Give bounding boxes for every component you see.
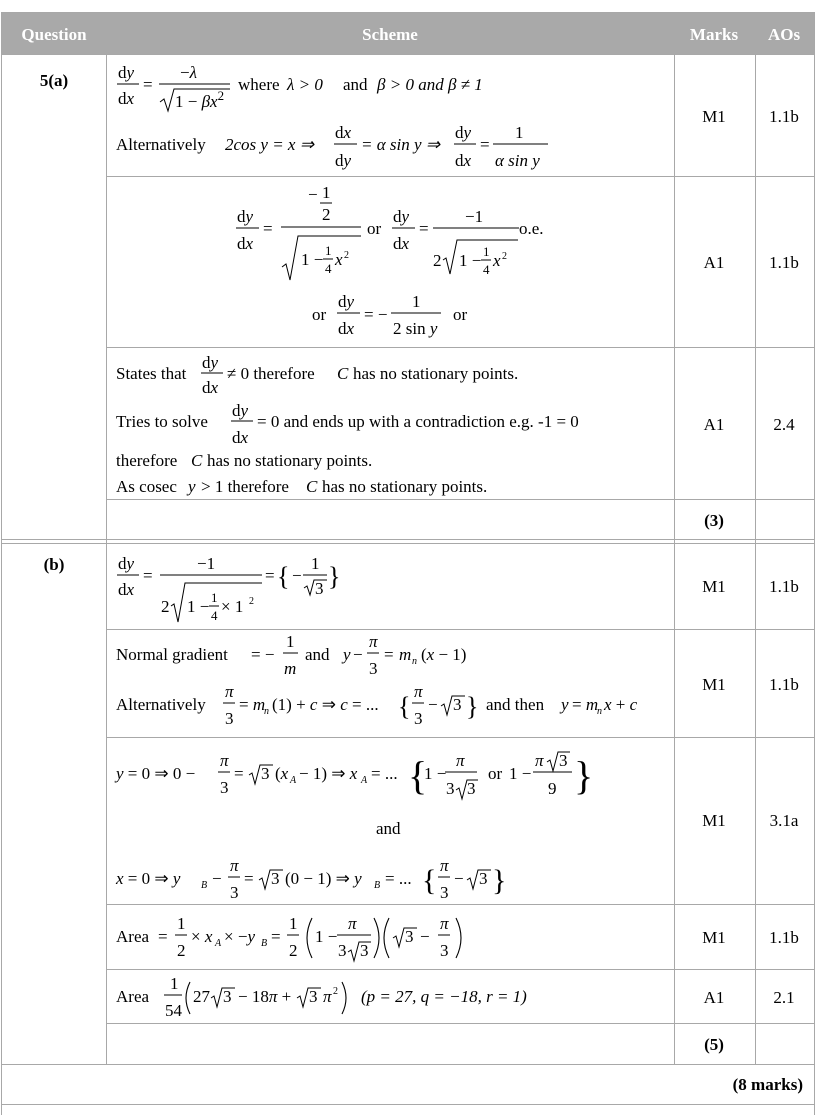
svg-text:2: 2: [249, 596, 254, 607]
svg-text:3: 3: [414, 709, 423, 728]
ao-b4: 1.1b: [769, 928, 799, 947]
svg-text:− 18π +: − 18π +: [238, 987, 292, 1006]
svg-text:(1) + c ⇒ c = ...: (1) + c ⇒ c = ...: [272, 695, 379, 714]
mark-b1: M1: [702, 577, 726, 596]
svg-text:}: }: [466, 692, 479, 721]
svg-text:α sin y: α sin y: [495, 151, 540, 170]
row-a2-or2: or: [312, 305, 327, 324]
svg-text:x: x: [335, 250, 343, 269]
row-a1-and: and: [343, 75, 368, 94]
row-a1-alt-label: Alternatively: [116, 135, 206, 154]
svg-text:π: π: [225, 682, 234, 701]
svg-text:3: 3: [220, 778, 229, 797]
svg-text:A: A: [215, 938, 222, 949]
scheme-row-a1: [116, 63, 548, 170]
svg-text:1 −: 1 −: [301, 250, 324, 269]
ao-b1: 1.1b: [769, 577, 799, 596]
ao-a3: 2.4: [773, 415, 795, 434]
svg-text:= −: = −: [251, 645, 275, 664]
svg-text:dy: dy: [455, 123, 472, 142]
svg-text:n: n: [412, 656, 417, 667]
row-a1-beta-cond: β > 0 and β ≠ 1: [377, 75, 483, 94]
svg-text:(x − 1): (x − 1): [421, 645, 467, 664]
row-a1-alt-expr2: = α sin y ⇒: [361, 135, 441, 154]
svg-text:1: 1: [170, 974, 179, 993]
svg-text:1: 1: [322, 183, 331, 202]
svg-text:=: =: [234, 764, 244, 783]
row-a3-line4-a: As cosec: [116, 477, 177, 496]
svg-text:4: 4: [483, 262, 490, 277]
svg-text:1: 1: [515, 123, 524, 142]
svg-text:π: π: [456, 751, 465, 770]
svg-text:1: 1: [412, 292, 421, 311]
svg-text:3: 3: [479, 869, 488, 888]
svg-text:dx: dx: [202, 378, 219, 397]
mark-a3: A1: [703, 415, 725, 434]
svg-text:(x: (x: [275, 764, 289, 783]
svg-text:dx: dx: [338, 319, 355, 338]
svg-text:y = 0 ⇒ 0 −: y = 0 ⇒ 0 −: [116, 764, 196, 783]
svg-text:{: {: [398, 692, 411, 721]
svg-text:3: 3: [559, 751, 568, 770]
svg-text:3: 3: [225, 709, 234, 728]
svg-text:π: π: [535, 751, 544, 770]
svg-text:1 −: 1 −: [424, 764, 447, 783]
svg-text:2: 2: [333, 986, 338, 997]
svg-text:1: 1: [325, 243, 332, 258]
svg-text:3: 3: [223, 987, 232, 1006]
svg-text:4: 4: [325, 261, 332, 276]
svg-text:1: 1: [311, 554, 320, 573]
row-a3-line1-a: States that: [116, 364, 187, 383]
svg-text:3: 3: [467, 779, 476, 798]
row-b3-and: and: [376, 819, 401, 838]
svg-text:3: 3: [271, 869, 280, 888]
row-a3-line3-c: has no stationary points.: [207, 451, 373, 470]
row-b2-and-then: and then: [486, 695, 545, 714]
row-a1-alt-expr: 2cos y = x ⇒: [225, 135, 314, 154]
svg-text:B: B: [374, 880, 381, 891]
row-a3-line3-b: C: [191, 451, 203, 470]
mark-a2: A1: [703, 253, 725, 272]
svg-text:{: {: [422, 864, 437, 897]
svg-text:=: =: [244, 869, 254, 888]
svg-text:2: 2: [344, 250, 349, 261]
svg-text:1: 1: [289, 914, 298, 933]
ao-b2: 1.1b: [769, 675, 799, 694]
svg-text:n: n: [264, 706, 269, 717]
scheme-row-b5: [116, 974, 527, 1020]
svg-text:2: 2: [289, 941, 298, 960]
svg-text:y: y: [343, 645, 351, 664]
svg-text:π: π: [230, 856, 239, 875]
svg-text:1: 1: [286, 632, 295, 651]
ao-b3: 3.1a: [769, 811, 799, 830]
svg-text:=: =: [143, 566, 153, 585]
svg-text:dy: dy: [338, 292, 355, 311]
svg-text:3: 3: [440, 941, 449, 960]
svg-text:1 −: 1 −: [315, 927, 338, 946]
svg-text:dx: dx: [232, 428, 249, 447]
svg-text:2: 2: [322, 205, 331, 224]
svg-text:dx: dx: [237, 234, 254, 253]
svg-text:2 sin y: 2 sin y: [393, 319, 438, 338]
scheme-row-b2: [116, 632, 638, 728]
svg-text:2: 2: [502, 251, 507, 262]
header-question: Question: [21, 25, 87, 44]
scheme-row-b3: [114, 751, 593, 902]
mark-a1: M1: [702, 107, 726, 126]
subtotal-a: (3): [704, 511, 724, 530]
svg-text:−: −: [292, 566, 302, 585]
row-a3-line4-b: y: [188, 477, 196, 496]
svg-text:dy: dy: [237, 207, 254, 226]
svg-text:3: 3: [230, 883, 239, 902]
svg-text:2: 2: [433, 251, 442, 270]
svg-text:3: 3: [261, 764, 270, 783]
row-b3-or: or: [488, 764, 503, 783]
svg-text:3: 3: [369, 659, 378, 678]
svg-text:dx: dx: [335, 123, 352, 142]
scheme-row-b4: [116, 914, 461, 961]
row-b5-params: (p = 27, q = −18, r = 1): [361, 987, 527, 1006]
header-scheme: Scheme: [362, 25, 418, 44]
svg-text:n: n: [597, 706, 602, 717]
header-aos: AOs: [767, 25, 801, 44]
svg-text:2: 2: [161, 597, 170, 616]
svg-text:3: 3: [309, 987, 318, 1006]
svg-text:−: −: [212, 869, 222, 888]
svg-text:=: =: [419, 219, 429, 238]
svg-text:=: =: [143, 75, 153, 94]
row-a3-line1-d: has no stationary points.: [353, 364, 519, 383]
svg-text:3: 3: [440, 883, 449, 902]
header-marks: Marks: [689, 25, 739, 44]
subtotal-b: (5): [704, 1035, 724, 1054]
svg-text:− 1) ⇒ x: − 1) ⇒ x: [299, 764, 358, 783]
row-a1-lambda-cond: λ > 0: [287, 75, 323, 94]
row-a3-line2-a: Tries to solve: [116, 412, 208, 431]
row-a3-line4-d: C: [306, 477, 318, 496]
svg-text:π: π: [440, 856, 449, 875]
svg-text:dy: dy: [118, 63, 135, 82]
svg-text:1: 1: [177, 914, 186, 933]
row-b5-area-label: Area: [116, 987, 150, 1006]
svg-text:B: B: [261, 938, 268, 949]
svg-text:3: 3: [453, 695, 462, 714]
mark-b2: M1: [702, 675, 726, 694]
svg-text:= ...: = ...: [371, 764, 398, 783]
row-a3-line4-c: > 1 therefore: [201, 477, 289, 496]
row-a2-oe: o.e.: [519, 219, 544, 238]
svg-text:dy: dy: [335, 151, 352, 170]
svg-text:π: π: [369, 632, 378, 651]
svg-text:1 −: 1 −: [187, 597, 210, 616]
svg-text:1 −: 1 −: [459, 251, 482, 270]
svg-text:dx: dx: [118, 580, 135, 599]
svg-text:=: =: [384, 645, 394, 664]
row-a3-line1-b: ≠ 0 therefore: [227, 364, 315, 383]
svg-text:{: {: [408, 753, 428, 798]
svg-text:4: 4: [211, 608, 218, 623]
question-label-5b: (b): [43, 555, 65, 574]
svg-text:dy: dy: [118, 554, 135, 573]
row-a3-line1-c: C: [337, 364, 349, 383]
svg-text:1 −: 1 −: [509, 764, 532, 783]
svg-text:−1: −1: [465, 207, 484, 226]
scheme-row-a2: [236, 183, 544, 338]
svg-text:x + c: x + c: [604, 695, 638, 714]
svg-text:(0 − 1) ⇒ y: (0 − 1) ⇒ y: [285, 869, 362, 888]
svg-text:54: 54: [165, 1001, 182, 1020]
svg-text:−: −: [454, 869, 464, 888]
svg-text:{: {: [277, 562, 290, 591]
svg-text:−1: −1: [197, 554, 216, 573]
svg-text:π: π: [348, 914, 357, 933]
row-b2-and: and: [305, 645, 330, 664]
svg-text:× −y: × −y: [224, 927, 255, 946]
svg-text:m: m: [284, 659, 297, 678]
svg-text:=: =: [271, 927, 281, 946]
svg-text:dx: dx: [393, 234, 410, 253]
svg-text:dy: dy: [393, 207, 410, 226]
svg-text:2: 2: [177, 941, 186, 960]
svg-text:3: 3: [446, 779, 455, 798]
total-marks: (8 marks): [732, 1075, 803, 1094]
svg-text:}: }: [574, 753, 594, 798]
svg-text:=: =: [263, 219, 273, 238]
svg-text:dy: dy: [202, 353, 219, 372]
svg-text:= ...: = ...: [385, 869, 412, 888]
svg-text:1: 1: [211, 590, 218, 605]
question-label-5a: 5(a): [39, 71, 69, 90]
svg-text:−: −: [428, 695, 438, 714]
row-a2-or1: or: [367, 219, 382, 238]
svg-text:dx: dx: [118, 89, 135, 108]
svg-text:dx: dx: [455, 151, 472, 170]
svg-text:−: −: [353, 645, 363, 664]
svg-text:= m: = m: [239, 695, 266, 714]
svg-text:1 − βx2: $1 - \beta x^2$: [175, 88, 225, 111]
svg-text:=: =: [265, 566, 275, 585]
svg-text:× x: × x: [191, 927, 213, 946]
svg-text:π: π: [323, 987, 332, 1006]
mark-scheme-table: [1, 12, 815, 1115]
svg-text:−: −: [308, 185, 318, 204]
svg-text:= m: = m: [572, 695, 599, 714]
row-a3-line3-a: therefore: [116, 451, 178, 470]
svg-text:9: 9: [548, 779, 557, 798]
svg-text:B: B: [201, 880, 208, 891]
svg-text:3: 3: [405, 927, 414, 946]
svg-text:3: 3: [360, 941, 369, 960]
mark-b5: A1: [703, 988, 725, 1007]
svg-text:m: m: [399, 645, 412, 664]
svg-text:−: −: [420, 927, 430, 946]
mark-b3: M1: [702, 811, 726, 830]
svg-text:3: 3: [315, 579, 324, 598]
svg-text:x: x: [493, 251, 501, 270]
svg-text:A: A: [290, 775, 297, 786]
row-b2-normal-gradient: Normal gradient: [116, 645, 228, 664]
svg-text:3: 3: [338, 941, 347, 960]
svg-text:27: 27: [193, 987, 210, 1006]
ao-b5: 2.1: [773, 988, 795, 1007]
svg-text:=: =: [158, 927, 168, 946]
svg-text:}: }: [492, 864, 507, 897]
svg-text:x = 0 ⇒ y: x = 0 ⇒ y: [116, 869, 181, 888]
row-a3-line2-b: = 0 and ends up with a contradiction e.g. -1 = 0: [257, 412, 579, 431]
row-a1-where: where: [238, 75, 280, 94]
svg-text:y: y: [561, 695, 569, 714]
svg-text:= −: = −: [364, 305, 388, 324]
svg-text:=: =: [480, 135, 490, 154]
ao-a1: 1.1b: [769, 107, 799, 126]
svg-text:× 1: × 1: [221, 597, 244, 616]
row-b4-area-label: Area: [116, 927, 150, 946]
svg-text:π: π: [220, 751, 229, 770]
mark-b4: M1: [702, 928, 726, 947]
row-a2-or3: or: [453, 305, 468, 324]
scheme-row-a3: [116, 353, 579, 496]
scheme-row-b1: [117, 554, 340, 623]
svg-text:}: }: [328, 562, 341, 591]
row-a3-line4-e: has no stationary points.: [322, 477, 488, 496]
svg-text:A: A: [361, 775, 368, 786]
svg-text:dy: dy: [232, 401, 249, 420]
svg-text:−λ: −λ: [180, 63, 197, 82]
row-b2-alternatively: Alternatively: [116, 695, 206, 714]
svg-text:π: π: [414, 682, 423, 701]
svg-text:π: π: [440, 914, 449, 933]
svg-text:1: 1: [483, 244, 490, 259]
ao-a2: 1.1b: [769, 253, 799, 272]
